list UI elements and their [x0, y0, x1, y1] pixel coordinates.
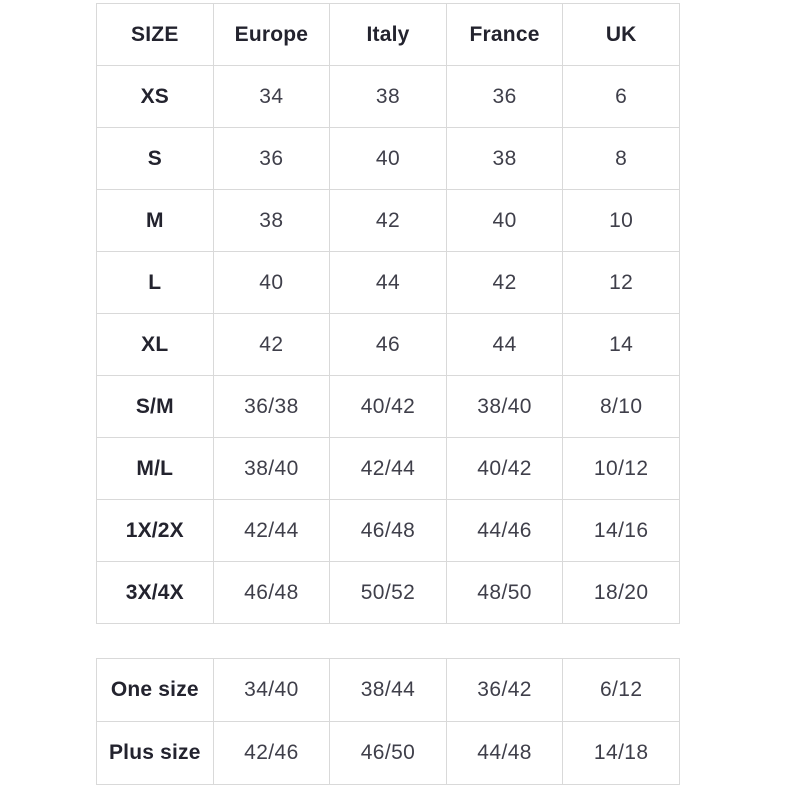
- size-value-cell: 34: [213, 66, 330, 128]
- size-value-cell: 42: [330, 190, 447, 252]
- size-value-cell: 46/48: [330, 500, 447, 562]
- size-value-cell: 44/48: [446, 722, 563, 785]
- size-value-cell: 10/12: [563, 438, 680, 500]
- size-value-cell: 38/40: [446, 376, 563, 438]
- size-value-cell: 38: [213, 190, 330, 252]
- size-value-cell: 14/16: [563, 500, 680, 562]
- size-label-cell: 3X/4X: [97, 562, 214, 624]
- size-value-cell: 46/48: [213, 562, 330, 624]
- header-row: [97, 4, 680, 66]
- size-label-cell: 1X/2X: [97, 500, 214, 562]
- size-value-cell: 44/46: [446, 500, 563, 562]
- size-value-cell: 34/40: [213, 659, 330, 722]
- column-header-size: SIZE: [97, 4, 214, 66]
- size-value-cell: 48/50: [446, 562, 563, 624]
- size-value-cell: 50/52: [330, 562, 447, 624]
- size-value-cell: 42/44: [213, 500, 330, 562]
- size-value-cell: 36: [446, 66, 563, 128]
- size-value-cell: 42/44: [330, 438, 447, 500]
- size-label-cell: S: [97, 128, 214, 190]
- size-value-cell: 36/42: [446, 659, 563, 722]
- column-header-uk: UK: [563, 4, 680, 66]
- size-charts-section: [96, 3, 680, 785]
- size-value-cell: 38: [330, 66, 447, 128]
- size-value-cell: 44: [446, 314, 563, 376]
- size-value-cell: 38/44: [330, 659, 447, 722]
- size-value-cell: 12: [563, 252, 680, 314]
- size-label-cell: S/M: [97, 376, 214, 438]
- size-label-cell: XS: [97, 66, 214, 128]
- size-value-cell: 36/38: [213, 376, 330, 438]
- size-label-cell: One size: [97, 659, 214, 722]
- column-header-europe: Europe: [213, 4, 330, 66]
- size-value-cell: 42/46: [213, 722, 330, 785]
- size-value-cell: 40/42: [446, 438, 563, 500]
- size-value-cell: 38/40: [213, 438, 330, 500]
- size-label-cell: M: [97, 190, 214, 252]
- table-row: [97, 252, 680, 314]
- size-label-cell: Plus size: [97, 722, 214, 785]
- table-row: [97, 376, 680, 438]
- table-row: [97, 128, 680, 190]
- table-row: [97, 562, 680, 624]
- column-header-italy: Italy: [330, 4, 447, 66]
- table-row: [97, 314, 680, 376]
- size-value-cell: 40: [213, 252, 330, 314]
- size-value-cell: 8: [563, 128, 680, 190]
- table-row: [97, 66, 680, 128]
- size-value-cell: 8/10: [563, 376, 680, 438]
- size-label-cell: L: [97, 252, 214, 314]
- size-value-cell: 40: [446, 190, 563, 252]
- size-value-cell: 14/18: [563, 722, 680, 785]
- special-sizes-table: [96, 658, 680, 785]
- size-value-cell: 14: [563, 314, 680, 376]
- size-value-cell: 38: [446, 128, 563, 190]
- size-label-cell: M/L: [97, 438, 214, 500]
- size-value-cell: 44: [330, 252, 447, 314]
- size-value-cell: 10: [563, 190, 680, 252]
- size-value-cell: 6/12: [563, 659, 680, 722]
- size-value-cell: 46/50: [330, 722, 447, 785]
- table-row: [97, 659, 680, 722]
- size-conversion-table: [96, 3, 680, 624]
- size-value-cell: 42: [446, 252, 563, 314]
- size-value-cell: 40/42: [330, 376, 447, 438]
- size-value-cell: 46: [330, 314, 447, 376]
- column-header-france: France: [446, 4, 563, 66]
- table-row: [97, 500, 680, 562]
- size-value-cell: 18/20: [563, 562, 680, 624]
- table-row: [97, 438, 680, 500]
- table-row: [97, 190, 680, 252]
- size-value-cell: 40: [330, 128, 447, 190]
- size-value-cell: 6: [563, 66, 680, 128]
- size-label-cell: XL: [97, 314, 214, 376]
- table-row: [97, 722, 680, 785]
- size-value-cell: 42: [213, 314, 330, 376]
- size-value-cell: 36: [213, 128, 330, 190]
